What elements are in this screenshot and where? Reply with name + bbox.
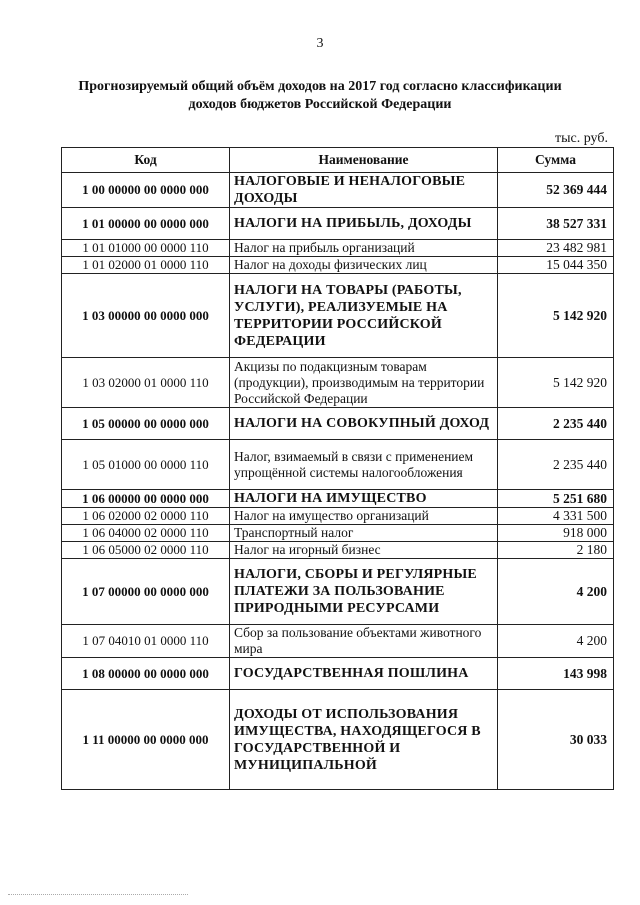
row-name: Налог на доходы физических лиц <box>230 257 498 274</box>
row-sum: 23 482 981 <box>498 240 614 257</box>
row-code: 1 01 02000 01 0000 110 <box>62 257 230 274</box>
row-sum: 2 235 440 <box>498 408 614 440</box>
row-sum: 5 142 920 <box>498 274 614 358</box>
table-row <box>62 274 614 358</box>
table-row <box>62 508 614 525</box>
row-name: Налог, взимаемый в связи с применением упрощённой системы налогообложения <box>230 440 498 490</box>
table-row <box>62 525 614 542</box>
row-sum: 4 200 <box>498 559 614 625</box>
units-label: тыс. руб. <box>555 131 608 146</box>
row-code: 1 00 00000 00 0000 000 <box>62 173 230 208</box>
table-row <box>62 208 614 240</box>
row-code: 1 06 04000 02 0000 110 <box>62 525 230 542</box>
row-sum: 38 527 331 <box>498 208 614 240</box>
row-name: НАЛОГОВЫЕ И НЕНАЛОГОВЫЕ ДОХОДЫ <box>230 173 498 208</box>
row-name: ГОСУДАРСТВЕННАЯ ПОШЛИНА <box>230 658 498 690</box>
row-name: ДОХОДЫ ОТ ИСПОЛЬЗОВАНИЯ ИМУЩЕСТВА, НАХОДЯЩЕГОСЯ В ГОСУДАРСТВЕННОЙ И МУНИЦИПАЛЬНОЙ <box>230 690 498 790</box>
table-row <box>62 490 614 508</box>
table-row <box>62 408 614 440</box>
header-sum: Сумма <box>498 148 614 173</box>
table-row <box>62 440 614 490</box>
row-sum: 5 251 680 <box>498 490 614 508</box>
row-code: 1 07 04010 01 0000 110 <box>62 625 230 658</box>
header-code: Код <box>62 148 230 173</box>
table-row <box>62 625 614 658</box>
table-row <box>62 559 614 625</box>
row-sum: 15 044 350 <box>498 257 614 274</box>
row-code: 1 01 01000 00 0000 110 <box>62 240 230 257</box>
row-code: 1 03 02000 01 0000 110 <box>62 358 230 408</box>
row-sum: 4 200 <box>498 625 614 658</box>
table-row <box>62 658 614 690</box>
row-sum: 4 331 500 <box>498 508 614 525</box>
revenue-table <box>61 147 614 790</box>
table-row <box>62 173 614 208</box>
scan-artifact <box>8 892 188 895</box>
row-sum: 30 033 <box>498 690 614 790</box>
row-name: НАЛОГИ НА СОВОКУПНЫЙ ДОХОД <box>230 408 498 440</box>
row-sum: 918 000 <box>498 525 614 542</box>
row-name: НАЛОГИ НА ПРИБЫЛЬ, ДОХОДЫ <box>230 208 498 240</box>
row-name: Налог на игорный бизнес <box>230 542 498 559</box>
row-sum: 2 180 <box>498 542 614 559</box>
row-sum: 52 369 444 <box>498 173 614 208</box>
row-name: НАЛОГИ НА ИМУЩЕСТВО <box>230 490 498 508</box>
row-name: Налог на имущество организаций <box>230 508 498 525</box>
document-title <box>40 78 600 114</box>
row-sum: 5 142 920 <box>498 358 614 408</box>
row-code: 1 08 00000 00 0000 000 <box>62 658 230 690</box>
table-row <box>62 690 614 790</box>
row-code: 1 06 02000 02 0000 110 <box>62 508 230 525</box>
row-code: 1 06 00000 00 0000 000 <box>62 490 230 508</box>
row-code: 1 01 00000 00 0000 000 <box>62 208 230 240</box>
row-name: Сбор за пользование объектами животного мира <box>230 625 498 658</box>
row-code: 1 06 05000 02 0000 110 <box>62 542 230 559</box>
table-row <box>62 358 614 408</box>
table-row <box>62 240 614 257</box>
row-code: 1 03 00000 00 0000 000 <box>62 274 230 358</box>
page-number: 3 <box>316 36 324 51</box>
title-line-1: Прогнозируемый общий объём доходов на 2017 год согласно классификации <box>78 79 562 94</box>
header-name: Наименование <box>230 148 498 173</box>
row-sum: 143 998 <box>498 658 614 690</box>
row-name: НАЛОГИ, СБОРЫ И РЕГУЛЯРНЫЕ ПЛАТЕЖИ ЗА ПОЛЬЗОВАНИЕ ПРИРОДНЫМИ РЕСУРСАМИ <box>230 559 498 625</box>
row-code: 1 05 01000 00 0000 110 <box>62 440 230 490</box>
title-line-2: доходов бюджетов Российской Федерации <box>188 97 452 112</box>
table-row <box>62 257 614 274</box>
table-header-row <box>62 148 614 173</box>
row-sum: 2 235 440 <box>498 440 614 490</box>
row-code: 1 11 00000 00 0000 000 <box>62 690 230 790</box>
row-name: Акцизы по подакцизным товарам (продукции), производимым на территории Российской Федерации <box>230 358 498 408</box>
row-name: Налог на прибыль организаций <box>230 240 498 257</box>
row-code: 1 07 00000 00 0000 000 <box>62 559 230 625</box>
row-name: НАЛОГИ НА ТОВАРЫ (РАБОТЫ, УСЛУГИ), РЕАЛИЗУЕМЫЕ НА ТЕРРИТОРИИ РОССИЙСКОЙ ФЕДЕРАЦИИ <box>230 274 498 358</box>
row-code: 1 05 00000 00 0000 000 <box>62 408 230 440</box>
table-row <box>62 542 614 559</box>
row-name: Транспортный налог <box>230 525 498 542</box>
